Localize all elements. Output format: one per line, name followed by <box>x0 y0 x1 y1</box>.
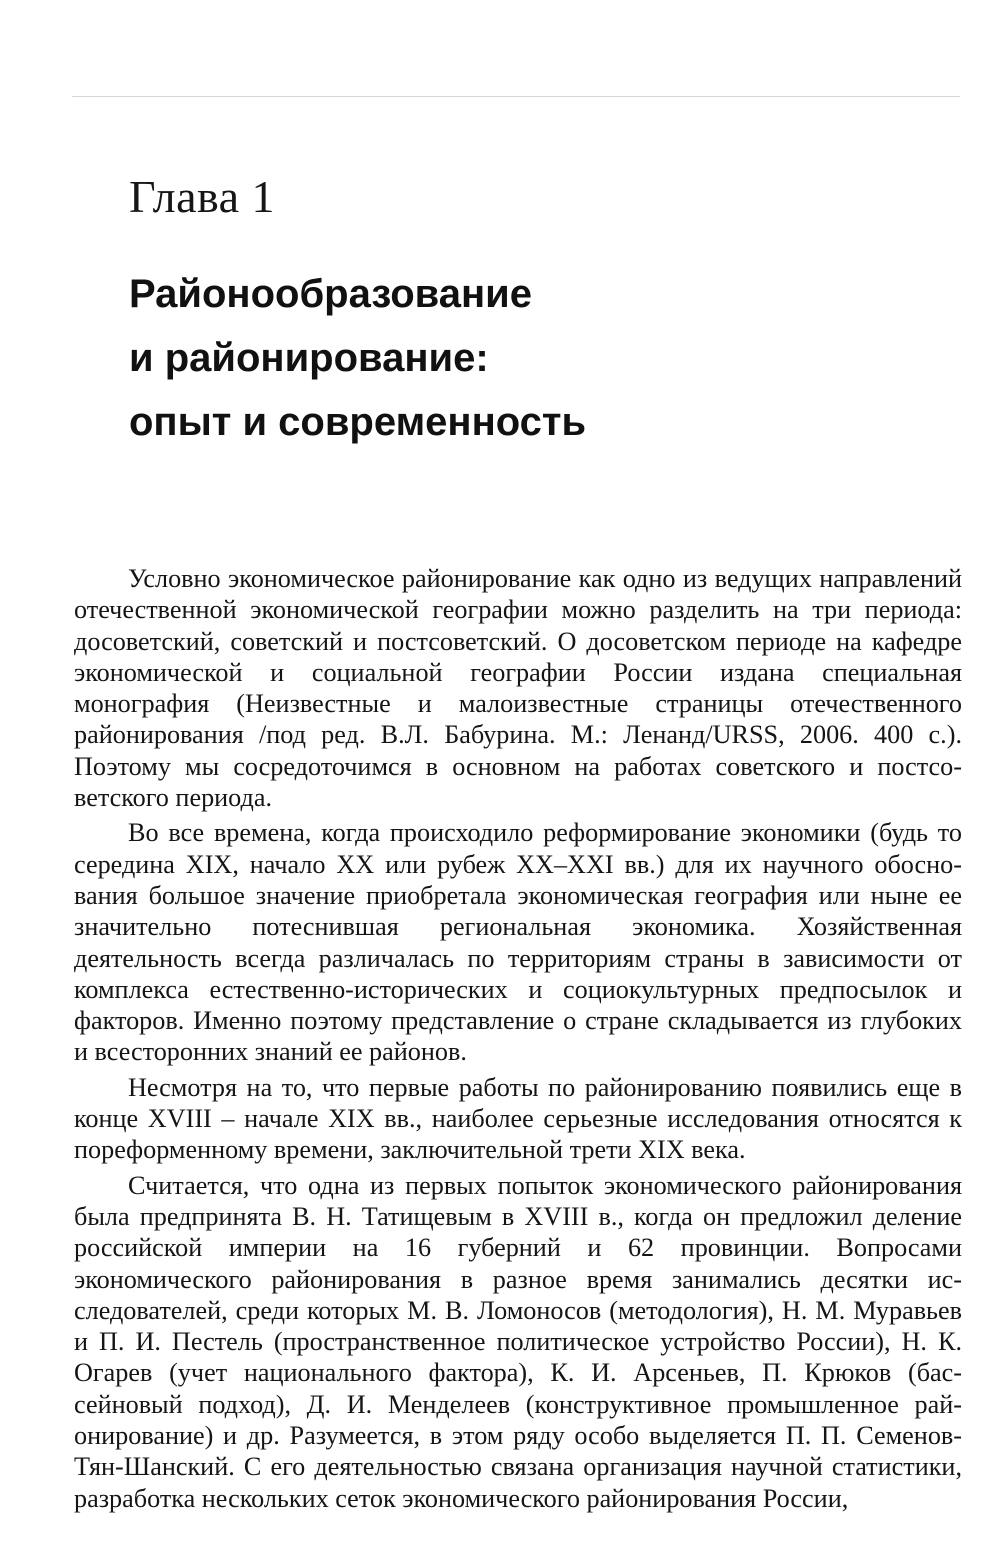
header-rule <box>72 96 960 97</box>
paragraph: Несмотря на то, что первые работы по районированию появились еще в конце XVIII – начале XIX вв., наиболее серьезные исследования относятся к пореформенному времени, заключительной трети XIX века. <box>74 1072 962 1165</box>
paragraph: Условно экономическое районирование как одно из ведущих направлений отечественной экономической географии можно разделить на три периода: досоветский, советский и постсоветский. О досоветском периоде на кафедре экономической и социальной географии России издана специальная монография (Неизвестные и малоизвестные страницы отечественного районирования /под ред. В.Л. Бабурина. М.: Ленанд/URSS, 2006. 400 с.). Поэтому мы сосредоточимся в основном на работах советского и постсоветского периода. <box>74 564 962 813</box>
body-text <box>74 563 962 1518</box>
chapter-title-line: и районирование: <box>129 336 489 380</box>
chapter-title <box>129 262 889 454</box>
chapter-title-line: опыт и современность <box>129 400 587 444</box>
chapter-label: Глава 1 <box>129 171 276 222</box>
paragraph: Считается, что одна из первых попыток экономического районирования была предпринята В. Н. Татищевым в XVIII в., когда он предложил деление российской империи на 16 губерний и 62 провинции. Вопросами экономического районирования в разное время занимались десятки исследователей, среди которых М. В. Ломоносов (методология), Н. М. Муравьев и П. И. Пестель (пространственное политическое устройство России), Н. К. Огарев (учет национального фактора), К. И. Арсеньев, П. Крюков (бассейновый подход), Д. И. Менделеев (конструктивное промышленное районирование) и др. Разумеется, в этом ряду особо выделяется П. П. Семенов-Тян-Шанский. С его деятельностью связана организация научной статистики, разработка нескольких сеток экономического районирования России, <box>74 1170 962 1513</box>
paragraph: Во все времена, когда происходило реформирование экономики (будь то середина XIX, начало XX или рубеж XX–XXI вв.) для их научного обоснования большое значение приобретала экономическая география или ныне ее значительно потеснившая региональная экономика. Хозяйственная деятельность всегда различалась по территориям страны в зависимости от комплекса естественно-исторических и социокультурных предпосылок и факторов. Именно поэтому представление о стране складывается из глубоких и всесторонних знаний ее районов. <box>74 818 962 1067</box>
chapter-title-line: Районообразование <box>129 272 532 316</box>
